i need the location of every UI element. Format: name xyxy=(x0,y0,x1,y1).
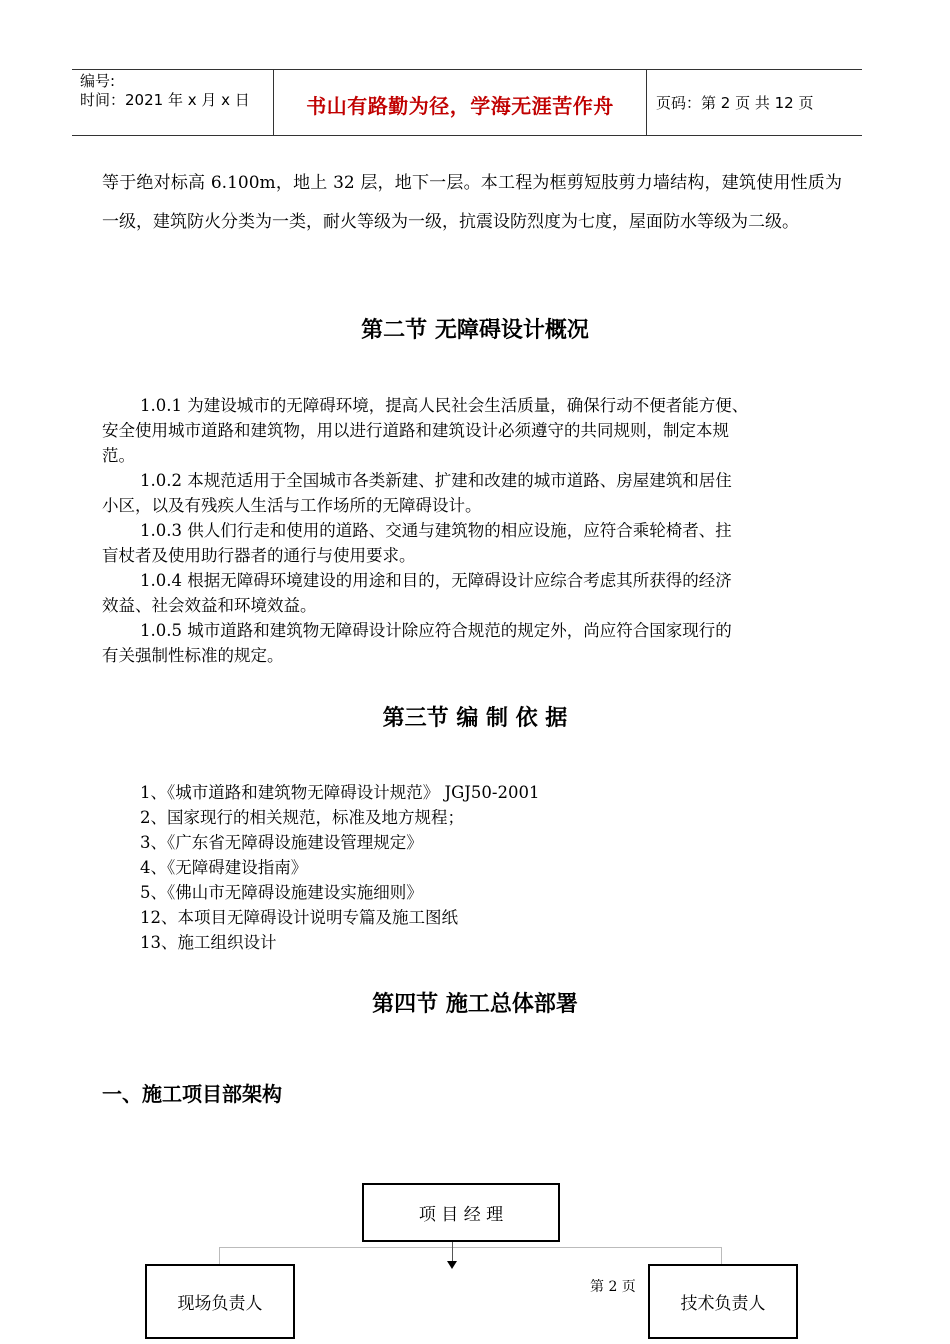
footer-page-number: 第 2 页 xyxy=(590,1279,636,1295)
basis-item: 5、《佛山市无障碍设施建设实施细则》 xyxy=(140,883,423,902)
header-bottom-rule xyxy=(72,135,862,136)
rule-1-line-3: 范。 xyxy=(102,446,135,465)
org-structure-heading: 一、施工项目部架构 xyxy=(102,1082,282,1106)
basis-list xyxy=(140,780,539,955)
rule-5-line-1: 1.0.5 城市道路和建筑物无障碍设计除应符合规范的规定外，尚应符合国家现行的 xyxy=(140,621,732,640)
section-3-title: 第三节 编 制 依 据 xyxy=(382,706,568,731)
org-box-project-manager xyxy=(362,1183,560,1242)
rule-2-line-1: 1.0.2 本规范适用于全国城市各类新建、扩建和改建的城市道路、房屋建筑和居住 xyxy=(140,471,732,490)
rule-1-line-1: 1.0.1 为建设城市的无障碍环境，提高人民社会生活质量，确保行动不便者能方便、 xyxy=(140,396,749,415)
rule-5-line-2: 有关强制性标准的规定。 xyxy=(102,646,284,665)
org-label-technical-manager: 技术负责人 xyxy=(680,1294,766,1314)
org-label-project-manager: 项 目 经 理 xyxy=(418,1205,504,1225)
section-2-rules xyxy=(102,393,842,668)
org-connector-right xyxy=(721,1247,722,1265)
intro-paragraph: 等于绝对标高 6.100m，地上 32 层，地下一层。本工程为框剪短肢剪力墙结构，建筑使用性质为一级，建筑防火分类为一类，耐火等级为一级，抗震设防烈度为七度，屋面防水等级为二级。 xyxy=(102,173,842,232)
document-number-label: 编号: xyxy=(80,72,116,90)
section-4-title: 第四节 施工总体部署 xyxy=(372,992,578,1017)
basis-item: 1、《城市道路和建筑物无障碍设计规范》 JGJ50-2001 xyxy=(140,783,540,802)
header-divider-right xyxy=(646,69,647,136)
org-box-site-manager xyxy=(145,1264,295,1339)
basis-item: 12、本项目无障碍设计说明专篇及施工图纸 xyxy=(140,908,458,927)
rule-4-line-2: 效益、社会效益和环境效益。 xyxy=(102,596,317,615)
arrow-down-icon xyxy=(447,1261,457,1269)
rule-3-line-1: 1.0.3 供人们行走和使用的道路、交通与建筑物的相应设施，应符合乘轮椅者、拄 xyxy=(140,521,732,540)
header-page-label: 页码：第 2 页 共 12 页 xyxy=(656,94,814,112)
org-connector-center xyxy=(452,1242,453,1262)
rule-3-line-2: 盲杖者及使用助行器者的通行与使用要求。 xyxy=(102,546,416,565)
basis-item: 13、施工组织设计 xyxy=(140,933,277,952)
org-box-technical-manager xyxy=(648,1264,798,1339)
org-connector-horizontal xyxy=(219,1247,721,1248)
org-label-site-manager: 现场负责人 xyxy=(177,1294,263,1314)
document-time-label: 时间：2021 年 x 月 x 日 xyxy=(80,91,250,109)
section-2-title: 第二节 无障碍设计概况 xyxy=(361,318,589,343)
org-connector-left xyxy=(219,1247,220,1265)
rule-2-line-2: 小区，以及有残疾人生活与工作场所的无障碍设计。 xyxy=(102,496,482,515)
basis-item: 2、国家现行的相关规范，标准及地方规程； xyxy=(140,808,464,827)
rule-4-line-1: 1.0.4 根据无障碍环境建设的用途和目的，无障碍设计应综合考虑其所获得的经济 xyxy=(140,571,732,590)
basis-item: 3、《广东省无障碍设施建设管理规定》 xyxy=(140,833,423,852)
rule-1-line-2: 安全使用城市道路和建筑物，用以进行道路和建筑设计必须遵守的共同规则，制定本规 xyxy=(102,421,729,440)
header-top-rule xyxy=(72,69,862,70)
header-motto: 书山有路勤为径，学海无涯苦作舟 xyxy=(306,94,614,118)
basis-item: 4、《无障碍建设指南》 xyxy=(140,858,308,877)
